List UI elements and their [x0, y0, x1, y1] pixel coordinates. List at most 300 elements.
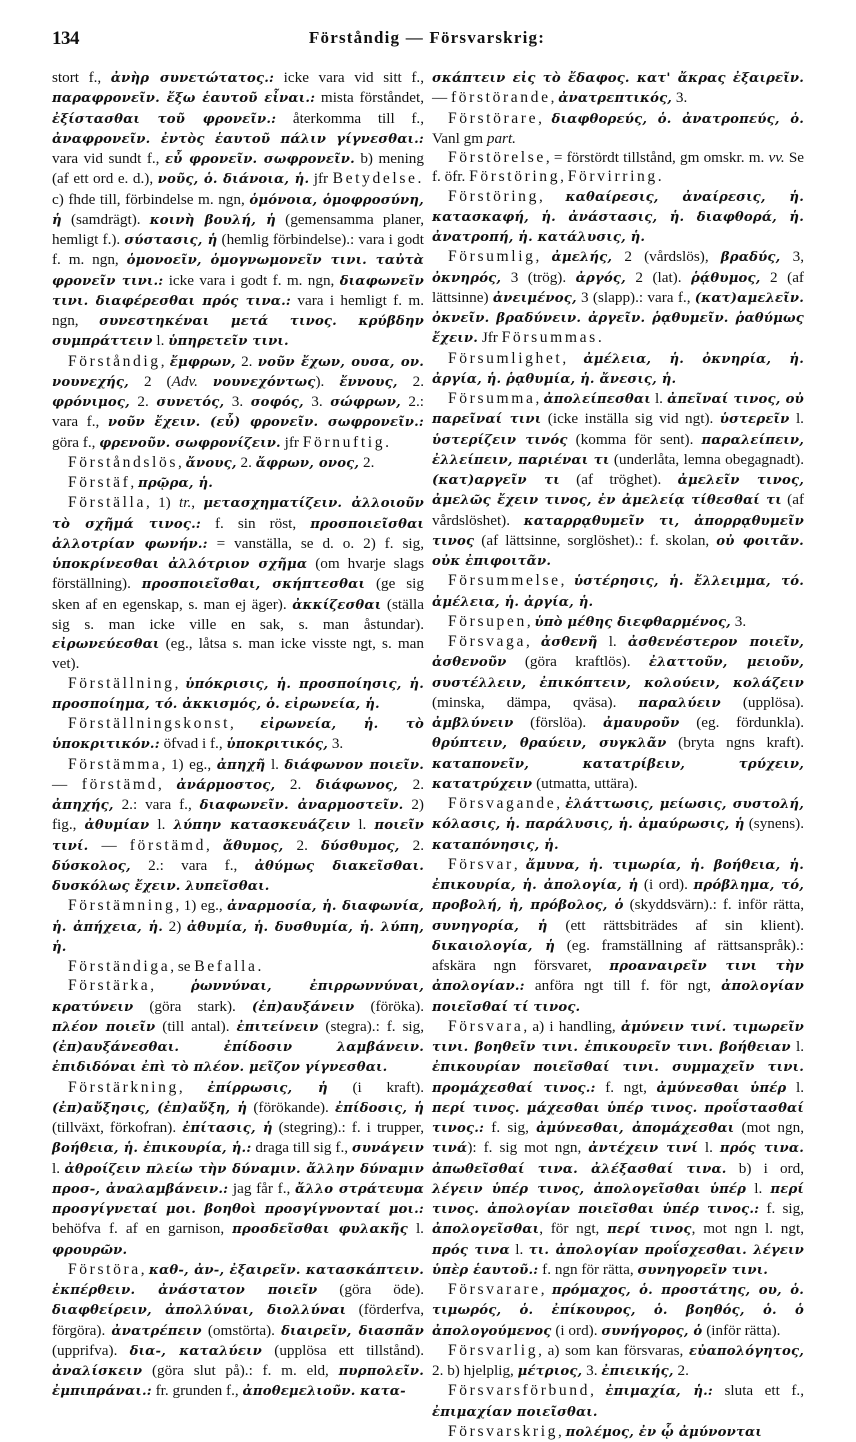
text: sluta ett f.,	[712, 1382, 804, 1400]
text: 2 (af lättsinne)	[432, 268, 804, 306]
text: 3.	[303, 393, 331, 410]
greek-text: δύσκολος,	[52, 858, 131, 874]
dictionary-entry	[432, 148, 804, 187]
greek-text: ἀπολογεῖσθαι	[432, 1222, 540, 1238]
text: göra f.,	[52, 433, 100, 451]
text: (eg. fördunkla).	[679, 714, 804, 731]
text: f. sin röst,	[200, 514, 311, 532]
headword: Förståndig	[68, 352, 161, 370]
greek-text: φρόνιμος,	[52, 395, 130, 410]
text: ,	[540, 1281, 552, 1298]
greek-text: (ἐπ)αυξάνειν	[251, 999, 355, 1015]
headword: Försvarskrig	[448, 1422, 559, 1440]
entry-continuation	[52, 68, 424, 352]
text: f. sig,	[759, 1200, 804, 1217]
text: vara vid sundt f.,	[52, 150, 165, 167]
text: , för ngt,	[539, 1220, 608, 1238]
text: —	[432, 89, 451, 107]
greek-text: ῥωννύναι, ἐπιρρωννύναι, κρατύνειν	[52, 979, 424, 1015]
text: 2.	[283, 836, 322, 854]
headword: Försvaga	[448, 633, 526, 650]
text: f. sig,	[484, 1119, 537, 1136]
text: ,	[150, 977, 191, 995]
dictionary-entry	[432, 187, 804, 248]
left-column	[52, 68, 424, 1402]
text: (underlåta, lemna obegagnadt).	[609, 450, 805, 468]
headword: Förstäf	[68, 474, 131, 491]
text: (förderfva, förgöra).	[52, 1301, 424, 1339]
greek-text: ἀνειμένος,	[492, 290, 577, 306]
greek-text: ὑπηρετεῖν τινι.	[168, 334, 289, 350]
running-head: Förståndig — Försvarskrig:	[308, 28, 546, 47]
headword: Försumma	[448, 390, 536, 407]
greek-text: ἀμελής,	[551, 250, 613, 266]
headword: Försvarsförbund	[448, 1382, 591, 1400]
text: (ge sig sken af en egenskap, s. man ej äger).	[52, 575, 424, 613]
headword: Försvara	[448, 1017, 524, 1035]
greek-text: ὑστερίζειν τινός	[432, 432, 568, 448]
greek-text: ἀκκίζεσθαι	[292, 597, 382, 613]
greek-text: ἔννους,	[339, 374, 398, 390]
text: ,	[558, 1422, 566, 1440]
greek-text: τινά	[432, 1141, 468, 1157]
text: (bryta ngns kraft).	[666, 734, 804, 752]
text: 3 (slapp).: vara f.,	[576, 288, 695, 306]
greek-text: διαφθορεύς, ὁ. ἀνατροπεύς, ὁ.	[551, 111, 804, 127]
greek-text: ἀργός,	[575, 270, 626, 286]
text: ,	[130, 474, 138, 491]
text: (ett rättsbiträdes af sin klient).	[547, 916, 804, 934]
greek-text: σκάπτειν εἰς τὸ ἔδαφος. κατ' ἄκρας ἐξαιρεῖν.	[432, 71, 804, 86]
text: 2)	[163, 917, 187, 935]
text: (göra kraftlös).	[506, 653, 649, 671]
greek-text: ἀναλίσκειν	[52, 1364, 143, 1379]
greek-text: ἄθυμος,	[222, 838, 284, 854]
greek-text: ἐλάττωσις, μείωσις, συστολή, κόλασις, ἡ. παράλυσις, ἡ. ἀμαύρωσις, ἡ	[432, 797, 805, 833]
dictionary-entry	[52, 493, 424, 673]
greek-text: πυρπολεῖν. ἐμπιπράναι.:	[52, 1364, 424, 1400]
text: ,	[535, 390, 544, 407]
text: l.	[509, 1240, 529, 1258]
dictionary-entry	[52, 714, 424, 755]
text: ,	[590, 1382, 606, 1400]
dictionary-entry	[432, 109, 804, 149]
text: (mot ngn,	[734, 1119, 805, 1136]
greek-text: διάφωνον ποιεῖν.	[284, 757, 424, 773]
greek-text: ἀμύνεσθαι, ἀπομάχεσθαι	[536, 1121, 735, 1136]
text: 2.	[673, 1362, 689, 1379]
text: Vanl gm	[432, 129, 487, 147]
text: stort f.,	[52, 69, 111, 86]
text: ,	[160, 352, 170, 370]
text: ,	[174, 674, 186, 692]
greek-text: ἀμύνεσθαι ὑπέρ	[656, 1080, 787, 1096]
greek-text: περί τινος. ἀπολογίαν ποιεῖσθαι ὑπέρ τινος.:	[432, 1181, 804, 1217]
greek-text: προαναιρεῖν τινι τὴν ἀπολογίαν.:	[432, 959, 804, 995]
greek-text: ἀσθενέστερον ποιεῖν, ἀσθενοῦν	[432, 635, 804, 671]
text: (eg., låtsa s. man icke visste ngt, s. man vet).	[52, 635, 424, 673]
greek-text: καταπόνησις, ἡ.	[432, 837, 559, 853]
greek-text: νοῦν ἔχειν. (εὖ) φρονεῖν. σωφρονεῖν.:	[107, 415, 424, 431]
text: ,	[562, 349, 584, 367]
headword: Befalla.	[194, 958, 265, 975]
greek-text: ἀνατρέπειν	[111, 1323, 202, 1339]
text: , = förstördt tillstånd, gm omskr. m.	[545, 149, 769, 166]
text: (upprifva).	[52, 1341, 130, 1359]
text: (ställa sig s. man icke ville en sak, s. man åstundar).	[52, 595, 424, 633]
text: 2. b) hjelplig,	[432, 1362, 518, 1379]
text: 3.	[328, 735, 344, 753]
headword: Förstämning	[68, 897, 176, 915]
greek-text: ἀμαυροῦν	[602, 716, 680, 731]
italic-text: part.	[486, 129, 516, 147]
headword: Förstärkning	[68, 1078, 179, 1096]
text: ).	[315, 372, 340, 390]
headword: Betydelse.	[332, 170, 425, 188]
headword: förstämd	[129, 836, 206, 854]
dictionary-entry	[432, 1341, 804, 1382]
greek-text: παραφρονεῖν. ἔξω ἑαυτοῦ εἶναι.:	[52, 91, 316, 107]
text: l.	[597, 633, 628, 650]
greek-text: περί τινος. μάχεσθαι ὑπέρ τινος. προΐστασθαί τινος.:	[432, 1100, 804, 1136]
greek-text: ὑποκριτικός,	[226, 737, 329, 753]
greek-text: μέτριος,	[517, 1364, 583, 1379]
dictionary-entry	[52, 473, 424, 493]
greek-text: ὑστέρησις, ἡ. ἔλλειμμα, τό. ἀμέλεια, ἡ. ἀργία, ἡ.	[432, 574, 804, 610]
greek-text: ἐξίστασθαι τοῦ φρονεῖν.:	[52, 111, 277, 127]
headword: Försumlighet	[448, 349, 563, 367]
greek-text: ἐπιμαχίαν ποιεῖσθαι.	[432, 1404, 598, 1420]
greek-text: ἀθύμως διακεῖσθαι. δυσκόλως ἔχειν. λυπεῖσθαι.	[52, 858, 424, 894]
greek-text: κοινὴ βουλή, ἡ	[149, 212, 276, 228]
greek-text: νοῦν ἔχων, ουσα, ον. νουνεχής,	[52, 354, 425, 390]
greek-text: ἀνὴρ συνετώτατος.:	[110, 71, 275, 86]
dictionary-entry	[432, 612, 804, 632]
greek-text: οὐ φοιτᾶν. οὐκ ἐπιφοιτᾶν.	[432, 533, 804, 569]
right-column	[432, 68, 804, 1442]
text: 3,	[780, 248, 805, 266]
greek-text: ἐπιεικής,	[601, 1364, 674, 1379]
text: icke vara vid sitt f.,	[274, 69, 424, 86]
greek-text: εἰρωνεύεσθαι	[52, 637, 160, 652]
text: (upplösa ett tillstånd).	[262, 1341, 424, 1359]
text: vara i hemligt f. m. ngn,	[52, 291, 424, 329]
text: ,	[178, 453, 186, 471]
dictionary-entry	[432, 247, 804, 348]
headword: Förstörare	[448, 109, 539, 127]
text: ,	[538, 109, 552, 127]
text: ,	[191, 494, 204, 512]
greek-text: ἀπολείπεσθαι	[543, 392, 651, 407]
greek-text: καταρρᾳθυμεῖν τι, ἀπορρᾳθυμεῖν τινος	[432, 513, 804, 549]
greek-text: προσδεῖσθαι φυλακῆς	[232, 1222, 408, 1238]
greek-text: (κατ)αργεῖν τι	[432, 473, 560, 488]
greek-text: μετασχηματίζειν. ἀλλοιοῦν τὸ σχῆμά τινος.:	[52, 496, 424, 532]
dictionary-entry	[52, 755, 424, 897]
text: , se	[170, 958, 195, 975]
text: (komma för sent).	[567, 430, 702, 448]
greek-text: ἀναφρονεῖν. ἐντὸς ἑαυτοῦ πάλιν γίγνεσθαι.:	[52, 131, 424, 147]
text: 3.	[224, 393, 251, 410]
headword: Förständiga	[68, 958, 171, 975]
text: ,	[178, 1078, 208, 1096]
text: 2) fig.,	[52, 796, 424, 834]
greek-text: ἐλαττοῦν, μειοῦν, συστέλλειν, ἐπικόπτειν, κολούειν, κολάζειν	[432, 655, 805, 691]
text: , mot ngn l. ngt,	[691, 1220, 804, 1238]
greek-text: (κατ)αμελεῖν. ὀκνεῖν. βραδύνειν. ἀργεῖν. ῥᾳθυμεῖν. ῥαθύμως ἔχειν.	[432, 290, 804, 347]
text: 2.: vara f.,	[130, 856, 255, 874]
text: 2 (	[128, 372, 172, 390]
text: Jfr	[478, 329, 502, 347]
text: 2 (lat).	[625, 268, 692, 286]
text: ,	[158, 775, 177, 793]
text: (förslöa).	[513, 714, 603, 731]
text: b) mening (af ett ord e. d.),	[52, 150, 424, 188]
dictionary-entry	[432, 632, 804, 794]
greek-text: ἄφρων, ονος,	[255, 455, 360, 471]
dictionary-entry	[52, 453, 424, 473]
text: 3.	[730, 612, 747, 630]
text: 3.	[672, 89, 688, 107]
text: 2.	[399, 836, 425, 854]
greek-text: ὑπόκρισις, ἡ. προσποίησις, ἡ. προσποίημα, τό. ἀκκισμός, ὁ. εἰρωνεία, ἡ.	[52, 676, 424, 712]
greek-text: εὖ φρονεῖν. σωφρονεῖν.	[164, 152, 355, 167]
greek-text: διαιρεῖν, διασπᾶν	[281, 1323, 425, 1339]
text: jfr	[309, 170, 333, 188]
greek-text: ἄνους,	[185, 455, 237, 471]
dictionary-entry	[432, 1017, 804, 1280]
dictionary-entry	[432, 571, 804, 612]
text: 2.	[275, 775, 316, 793]
text: 2 (vårdslös),	[612, 248, 721, 266]
text: ): f. sig mot ngn,	[467, 1139, 589, 1157]
headword: Försvagande	[448, 795, 557, 812]
text: f. ngt,	[595, 1078, 657, 1096]
text: l.	[350, 816, 375, 834]
greek-text: ὁμονοεῖν, ὁμογνωμονεῖν τινι. ταὐτὰ φρονεῖν τινι.:	[52, 253, 424, 289]
text: (i ord).	[551, 1321, 602, 1339]
text: f. ngn för rätta,	[538, 1260, 638, 1278]
greek-text: δύσθυμος,	[321, 838, 400, 854]
headword: Försummas.	[501, 329, 605, 347]
page-number: 134	[52, 28, 79, 49]
text: 2.	[397, 372, 425, 390]
dictionary-entry	[52, 1260, 424, 1402]
greek-text: ἀντέχειν τινί	[588, 1141, 698, 1157]
text: l.	[697, 1139, 720, 1157]
text: 2.: vara f.,	[52, 393, 424, 431]
headword: Försupen	[448, 612, 527, 630]
headword: Förställningskonst	[68, 715, 231, 732]
greek-text: φρενοῦν. σωφρονίζειν.	[99, 435, 281, 451]
text: ,	[525, 633, 541, 650]
greek-text: νουνεχόντως	[212, 374, 316, 390]
text: (upplösa).	[720, 693, 804, 711]
headword: Förstöring	[469, 168, 561, 186]
text: l.	[265, 755, 285, 773]
greek-text: ἐπιτείνειν	[236, 1019, 319, 1035]
text: (inför rätta).	[702, 1321, 781, 1339]
text: l.	[790, 1038, 804, 1055]
headword: Försummelse	[448, 572, 561, 590]
text: (af vårdslöshet).	[432, 491, 805, 529]
greek-text: τι. ἀπολογίαν προΐσχεσθαι. λέγειν ὑπὲρ ἑαυτοῦ.:	[432, 1242, 804, 1278]
headword: Förstörelse	[448, 149, 546, 166]
greek-text: ἐπιμαχία, ἡ.:	[605, 1384, 713, 1400]
text: (synens).	[744, 815, 804, 833]
text: fr. grunden f.,	[151, 1382, 243, 1400]
greek-text: καθαίρεσις, ἀναίρεσις, ἡ. κατασκαφή, ἡ. ἀνάστασις, ἡ. διαφθορά, ἡ. ἀνατροπή, ἡ. κατάλυσις, ἡ.	[432, 189, 804, 245]
greek-text: πρόβλημα, τό, προβολή, ἡ, πρόβολος, ὁ	[432, 878, 804, 914]
greek-text: ἐπίδοσις, ἡ	[334, 1100, 425, 1116]
text: —	[88, 836, 130, 854]
text: l.	[746, 1179, 771, 1197]
text: (göra slut på).: f. m. eld,	[142, 1362, 339, 1379]
text: (om hvarje slags förställning).	[52, 555, 425, 593]
greek-text: πρόμαχος, ὁ. προστάτης, ου, ὁ. τιμωρός, ὁ. ἐπίκουρος, ὁ. βοηθός, ὁ. ὁ ἀπολογούμενος	[432, 1283, 804, 1339]
text: draga till sig f.,	[251, 1139, 352, 1157]
text: (gemensamma planer, hemligt f.).	[52, 210, 424, 248]
headword: Förvirring.	[567, 168, 665, 186]
dictionary-entry	[432, 794, 804, 855]
text: ,	[140, 1260, 149, 1278]
text: , 1)	[145, 494, 179, 512]
text: (föröka).	[354, 997, 424, 1015]
greek-text: πρός τινα. ἀπωθεῖσθαί τινα. ἀλέξασθαί τινα.	[432, 1141, 805, 1177]
text: återkomma till f.,	[276, 109, 424, 127]
text: jag får f.,	[228, 1179, 295, 1197]
text: jfr	[280, 433, 303, 451]
greek-text: ἀπολογίαν ποιεῖσθαί τί τινος.	[432, 979, 804, 1015]
dictionary-entry	[432, 1381, 804, 1422]
italic-text: Adv.	[171, 372, 198, 390]
greek-text: θρύπτειν, θραύειν, συγκλᾶν	[432, 736, 667, 752]
greek-text: ἀπηχῆ	[216, 757, 266, 773]
text: , 1) eg.,	[161, 755, 217, 773]
greek-text: ποιεῖν τινί.	[52, 818, 424, 854]
greek-text: ῥᾴθυμος,	[691, 270, 761, 286]
dictionary-entry	[52, 957, 424, 976]
greek-text: διάφωνος,	[315, 777, 399, 793]
text: , a) som kan försvaras,	[538, 1341, 689, 1359]
page-header	[52, 28, 802, 52]
greek-text: ἀναρμοσία, ἡ. διαφωνία, ἡ. ἀπήχεια, ἡ.	[52, 899, 424, 935]
text: 2.	[129, 393, 157, 410]
headword: Förstämma	[68, 755, 162, 773]
dictionary-entry	[52, 896, 424, 957]
greek-text: ἄμυνα, ἡ. τιμωρία, ἡ. βοήθεια, ἡ. ἐπικουρία, ἡ. ἀπολογία, ἡ	[432, 857, 804, 893]
greek-text: συνήγορος, ὁ	[601, 1323, 703, 1339]
headword: Förställning	[68, 674, 175, 692]
headword: Försvarare	[448, 1281, 541, 1298]
greek-text: λέγειν ὑπέρ τινος, ἀπολογεῖσθαι ὑπέρ	[432, 1181, 747, 1197]
greek-text: παραλύειν	[638, 695, 721, 711]
text: Se f. öfr.	[432, 149, 805, 186]
greek-text: ὑποκρίνεσθαι ἀλλότριον σχῆμα	[52, 557, 308, 572]
greek-text: ἀμελεῖν τινος, ἀμελῶς ἔχειν τινος, ἐν ἀμελείᾳ τίθεσθαί τι	[432, 473, 805, 509]
text: (omstörta).	[201, 1321, 282, 1339]
greek-text: ἀμβλύνειν	[432, 716, 514, 731]
text: ,	[550, 89, 559, 107]
text: (stegring).: f. i trupper,	[272, 1119, 424, 1136]
text: 2.	[236, 453, 256, 471]
greek-text: ἔμφρων,	[169, 354, 236, 370]
text: ,	[556, 795, 566, 812]
text: (samdrägt).	[61, 210, 150, 228]
text: ,	[230, 715, 261, 732]
greek-text: παραλείπειν, ἐλλείπειν, παριέναι τι	[432, 432, 805, 468]
text: (eg. framställning af rättsanspråk).: afskära ngn försvaret,	[432, 936, 804, 974]
text: (göra öde).	[317, 1281, 425, 1298]
dictionary-entry	[432, 1422, 804, 1442]
greek-text: ἀπηχής,	[52, 798, 114, 813]
text: (stegra).: f. sig,	[318, 1017, 424, 1035]
greek-text: ἀθυμία, ἡ. δυσθυμία, ἡ. λύπη, ἡ.	[52, 919, 424, 955]
dictionary-entry	[432, 349, 804, 390]
text: (minska, dämpa, qväsa).	[432, 693, 639, 711]
dictionary-entry	[52, 1078, 424, 1260]
greek-text: προσποιεῖσθαι, σκήπτεσθαι	[141, 577, 366, 593]
greek-text: ὑπὸ μέθης διεφθαρμένος,	[534, 614, 731, 630]
greek-text: συνηγορεῖν τινι.	[637, 1262, 769, 1278]
greek-text: (ἐπ)αὔξησις, (ἐπ)αὔξη, ἡ	[52, 1100, 248, 1116]
text: ,	[513, 855, 526, 873]
text: ,	[526, 612, 535, 630]
greek-text: ὑστερεῖν	[719, 412, 790, 428]
greek-text: λύπην κατασκευάζειν	[173, 818, 351, 834]
headword: Förstöra	[68, 1260, 141, 1278]
greek-text: ὁμόνοια, ὁμοφροσύνη, ἡ	[52, 192, 424, 228]
text: ,	[535, 248, 552, 266]
text: (göra stark).	[133, 997, 252, 1015]
text: l.	[650, 390, 668, 407]
greek-text: εὐαπολόγητος,	[689, 1343, 804, 1359]
greek-text: ἀμέλεια, ἡ. ὀκνηρία, ἡ. ἀργία, ἡ. ῥᾳθυμία, ἡ. ἄνεσις, ἡ.	[432, 351, 805, 387]
text: l.	[407, 1220, 424, 1238]
greek-text: περί τινος	[607, 1222, 692, 1238]
text: l.	[789, 410, 804, 428]
greek-text: διαφθείρειν, ἀπολλύναι, διολλύναι	[52, 1303, 347, 1319]
text: l.	[52, 1159, 65, 1177]
text: icke vara i godt f. m. ngn,	[163, 271, 340, 289]
greek-text: (ἐπ)αυξάνεσθαι. ἐπίδοσιν λαμβάνειν. ἐπιδιδόναι ἐπὶ τὸ πλέον. μεῖζον γίγνεσθαι.	[52, 1040, 424, 1076]
headword: Förstärka	[68, 977, 151, 995]
greek-text: ἄλλο στράτευμα προσγίγνεταί μοι. βοηθοὶ προσγίγνονταί μοι.:	[52, 1181, 425, 1217]
dictionary-entry	[52, 352, 424, 453]
text: = vanställa, se d. o. 2) f. sig,	[207, 534, 424, 552]
entry-continuation	[432, 68, 804, 109]
greek-text: ἀσθενῆ	[540, 635, 598, 650]
greek-text: ἐπίτασις, ἡ	[182, 1121, 273, 1136]
greek-text: συνετός,	[156, 395, 225, 410]
greek-text: πρῷρα, ἡ.	[137, 476, 214, 491]
headword: förstämd	[81, 775, 159, 793]
dictionary-entry	[52, 674, 424, 715]
text: öfvad i f.,	[159, 735, 227, 753]
text: 2.	[235, 352, 258, 370]
text: b) i ord,	[726, 1159, 804, 1177]
headword: Förståndslös	[68, 453, 179, 471]
greek-text: φρουρῶν.	[52, 1242, 128, 1258]
text: (skyddsvärn).: f. inför rätta,	[623, 896, 805, 914]
greek-text: ἀθροίζειν πλείω τὴν δύναμιν. ἄλλην δύναμιν προσ-, ἀναλαμβάνειν.:	[52, 1161, 424, 1197]
text: 3.	[582, 1362, 602, 1379]
greek-text: διαφωνεῖν τινι. διαφέρεσθαι πρός τινα.:	[52, 273, 424, 309]
text: ,	[538, 187, 566, 205]
greek-text: εἰρωνεία, ἡ. τὸ ὑποκριτικόν.:	[52, 717, 425, 753]
greek-text: σοφός,	[250, 395, 304, 410]
greek-text: ἀνάρμοστος,	[176, 777, 276, 793]
